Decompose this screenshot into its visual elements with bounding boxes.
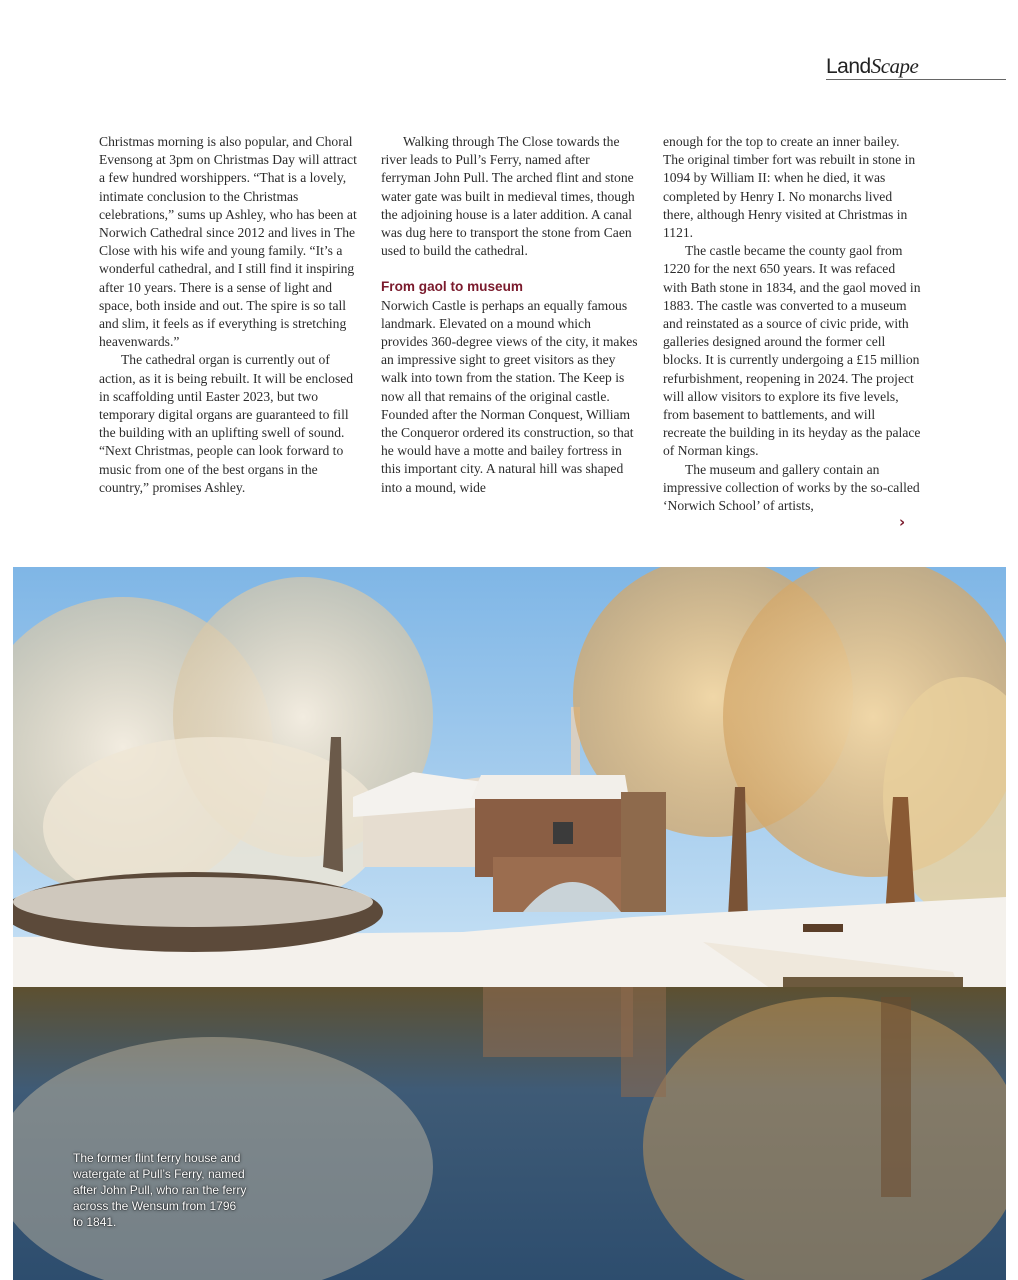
photo-caption: The former flint ferry house and watergate at Pull’s Ferry, named after John Pull, who ran the ferry across the Wensum from 1796 to 1841. [73, 1151, 247, 1229]
text-column-3 [663, 133, 921, 515]
paragraph: The castle became the county gaol from 1220 for the next 650 years. It was refaced with Bath stone in 1834, and the gaol moved in 1883. The castle was converted to a museum and reinstated as a source of civic pride, with galleries designed around the former cell blocks. It is currently undergoing a £15 million refurbishment, reopening in 2024. The project will allow visitors to explore its five levels, from basement to battlements, and will recreate the building in its heyday as the palace of Norman kings. [663, 243, 921, 459]
masthead-rule [826, 79, 1006, 80]
paragraph: Christmas morning is also popular, and Choral Evensong at 3pm on Christmas Day will attract a few hundred worshippers. “That is a lovely, intimate conclusion to the Christmas celebrations,” sums up Ashley, who has been at Norwich Cathedral since 2012 and lives in The Close with his wife and young family. “It’s a wonderful cathedral, and I still find it inspiring after 10 years. There is a sense of light and space, both inside and out. The spire is so tall and slim, it feels as if everything is stretching heavenwards.” [99, 134, 357, 350]
paragraph: The cathedral organ is currently out of action, as it is being rebuilt. It will be enclosed in scaffolding until Easter 2023, but two temporary digital organs are guaranteed to fill the building with an uplifting swell of sound. “Next Christmas, people can look forward to music from one of the best organs in the country,” promises Ashley. [99, 352, 354, 495]
magazine-logo [826, 54, 918, 79]
text-column-2 [381, 133, 639, 497]
paragraph: Walking through The Close towards the river leads to Pull’s Ferry, named after ferryman John Pull. The arched flint and stone water gate was built in medieval times, though the adjoining house is a later addition. A canal was dug here to transport the stone from Caen used to build the cathedral. [381, 134, 635, 259]
paragraph: enough for the top to create an inner bailey. The original timber fort was rebuilt in stone in 1094 by William II: when he died, it was completed by Henry I. No monarchs lived there, although Henry visited at Christmas in 1121. [663, 134, 916, 241]
logo-part-scape: Scape [870, 54, 919, 78]
logo-part-land: Land [826, 55, 871, 78]
text-column-1 [99, 133, 357, 497]
paragraph: The museum and gallery contain an impressive collection of works by the so-called ‘Norwich School’ of artists, [663, 461, 920, 514]
paragraph: Norwich Castle is perhaps an equally famous landmark. Elevated on a mound which provides 360-degree views of the city, it makes an impressive sight to greet visitors as they walk into town from the station. The Keep is now all that remains of the original castle. Founded after the Norman Conquest, William the Conqueror ordered its construction, so that he would have a motte and bailey fortress in this important city. A natural hill was shaped into a mound, wide [381, 297, 638, 495]
continue-arrow-icon: › [899, 513, 906, 531]
section-subheading: From gaol to museum [381, 279, 523, 295]
